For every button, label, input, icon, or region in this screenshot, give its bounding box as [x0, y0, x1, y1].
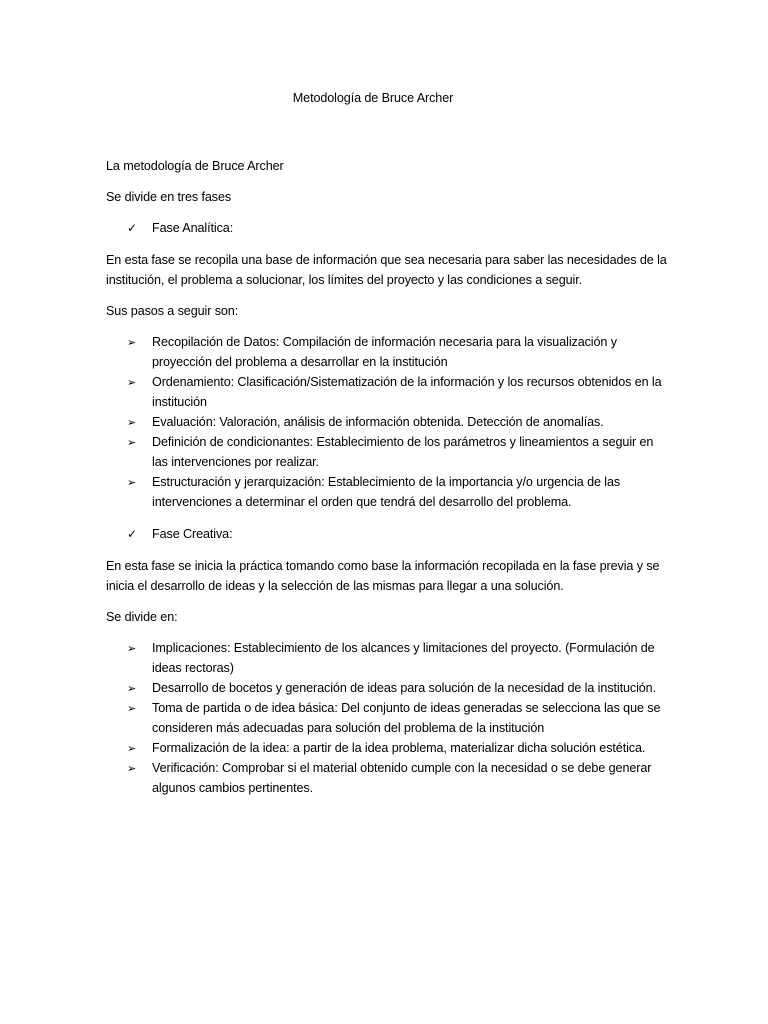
list-item-text: Definición de condicionantes: Establecimiento de los parámetros y lineamientos a seguir en las intervenciones por realizar.: [152, 435, 654, 469]
list-item: [106, 412, 668, 432]
list-item: [106, 678, 668, 698]
list-item-text: Recopilación de Datos: Compilación de información necesaria para la visualización y proyección del problema a desarrollar en la institución: [152, 335, 617, 369]
list-item-text: Verificación: Comprobar si el material obtenido cumple con la necesidad o se debe generar algunos cambios pertinentes.: [152, 761, 652, 795]
arrow-bullet-icon: ➢: [127, 643, 137, 655]
list-item: [106, 332, 668, 372]
arrow-bullet-icon: ➢: [127, 703, 137, 715]
list-item: [106, 432, 668, 472]
arrow-bullet-icon: ➢: [127, 743, 137, 755]
list-item-text: Ordenamiento: Clasificación/Sistematización de la información y los recursos obtenidos en la institución: [152, 375, 662, 409]
list-item-text: Evaluación: Valoración, análisis de información obtenida. Detección de anomalías.: [152, 415, 604, 429]
phase-1-heading: Fase Analítica:: [152, 221, 234, 235]
list-item-text: Formalización de la idea: a partir de la idea problema, materializar dicha solución estética.: [152, 741, 646, 755]
phase-2-heading: Fase Creativa:: [152, 527, 233, 541]
phase-2-steps-label: Se divide en:: [106, 610, 178, 624]
list-item: [106, 758, 668, 798]
phase-1-steps-list: [106, 332, 668, 512]
phase-2-heading-row: [106, 524, 668, 544]
arrow-bullet-icon: ➢: [127, 437, 137, 449]
document-body: [106, 88, 668, 810]
phase-2-description: En esta fase se inicia la práctica tomando como base la información recopilada en la fase previa y se inicia el desarrollo de ideas y la selección de las mismas para llegar a una solución.: [106, 559, 660, 593]
phase-2-steps-list: [106, 638, 668, 798]
intro-line-1: La metodología de Bruce Archer: [106, 159, 284, 173]
list-item-text: Desarrollo de bocetos y generación de ideas para solución de la necesidad de la institución.: [152, 681, 656, 695]
arrow-bullet-icon: ➢: [127, 683, 137, 695]
list-item: [106, 738, 668, 758]
intro-line-2: Se divide en tres fases: [106, 190, 232, 204]
document-title: Metodología de Bruce Archer: [292, 91, 454, 105]
arrow-bullet-icon: ➢: [127, 417, 137, 429]
list-item-text: Estructuración y jerarquización: Establecimiento de la importancia y/o urgencia de las intervenciones a determinar el orden que tendrá del desarrollo del problema.: [152, 475, 621, 509]
list-item: [106, 638, 668, 678]
phase-1-heading-row: [106, 218, 668, 238]
list-item: [106, 698, 668, 738]
arrow-bullet-icon: ➢: [127, 763, 137, 775]
arrow-bullet-icon: ➢: [127, 337, 137, 349]
list-item-text: Implicaciones: Establecimiento de los alcances y limitaciones del proyecto. (Formulación de ideas rectoras): [152, 641, 655, 675]
check-icon: ✓: [127, 527, 137, 541]
phase-1-description: En esta fase se recopila una base de información que sea necesaria para saber las necesidades de la institución, el problema a solucionar, los límites del proyecto y las condiciones a seguir.: [106, 253, 667, 287]
arrow-bullet-icon: ➢: [127, 377, 137, 389]
phase-1-steps-label: Sus pasos a seguir son:: [106, 304, 239, 318]
check-icon: ✓: [127, 221, 137, 235]
arrow-bullet-icon: ➢: [127, 477, 137, 489]
list-item: [106, 472, 668, 512]
list-item-text: Toma de partida o de idea básica: Del conjunto de ideas generadas se selecciona las que se consideren más adecuadas para solución del problema de la institución: [152, 701, 661, 735]
list-item: [106, 372, 668, 412]
